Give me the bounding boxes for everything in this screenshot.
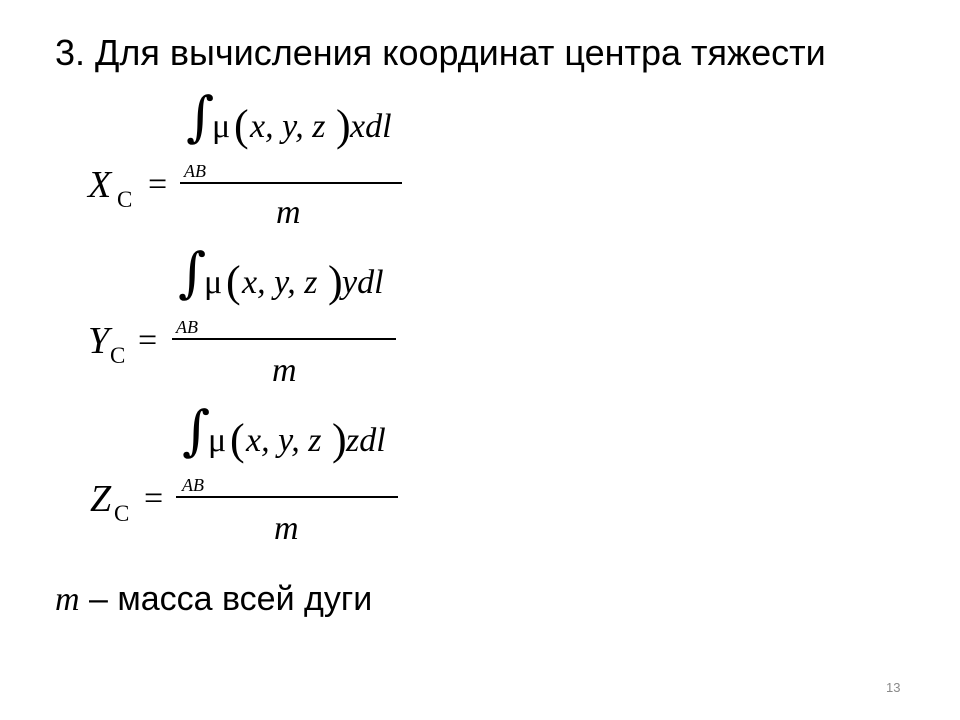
page-number: 13 [886,680,901,695]
function-args: x, y, z [246,422,322,459]
footnote-symbol: m [55,581,80,618]
footnote [55,580,372,619]
equals-sign: = [144,480,164,517]
fraction-bar [176,496,398,498]
lhs-variable: X [88,164,112,206]
integrand-differential: xdl [350,108,392,145]
left-paren: ( [234,101,249,150]
density-mu: μ [212,108,231,145]
integrand-differential: ydl [342,264,384,301]
density-mu: μ [204,264,223,301]
density-mu: μ [208,422,227,459]
lhs-subscript: C [110,343,126,368]
equals-sign: = [148,166,168,203]
left-paren: ( [230,415,245,464]
function-args: x, y, z [242,264,318,301]
function-args: x, y, z [250,108,326,145]
lhs-variable: Y [88,320,110,362]
left-paren: ( [226,257,241,306]
lhs-subscript: C [114,501,130,526]
denominator: m [272,352,297,389]
right-paren: ) [332,415,347,464]
lhs-subscript: C [117,187,133,212]
lhs-variable: Z [90,478,112,520]
denominator: m [276,194,301,231]
right-paren: ) [328,257,343,306]
integral-sign: ∫ [186,85,215,148]
integral-limits: AB [182,475,204,495]
integral-limits: AB [176,317,198,337]
right-paren: ) [336,101,351,150]
integral-sign: ∫ [182,399,211,462]
integrand-differential: zdl [346,422,386,459]
integral-limits: AB [184,161,206,181]
integral-sign: ∫ [178,241,207,304]
slide-heading: 3. Для вычисления координат центра тяжести [55,32,826,73]
equals-sign: = [138,322,158,359]
footnote-text: – масса всей дуги [79,580,373,618]
denominator: m [274,510,299,547]
